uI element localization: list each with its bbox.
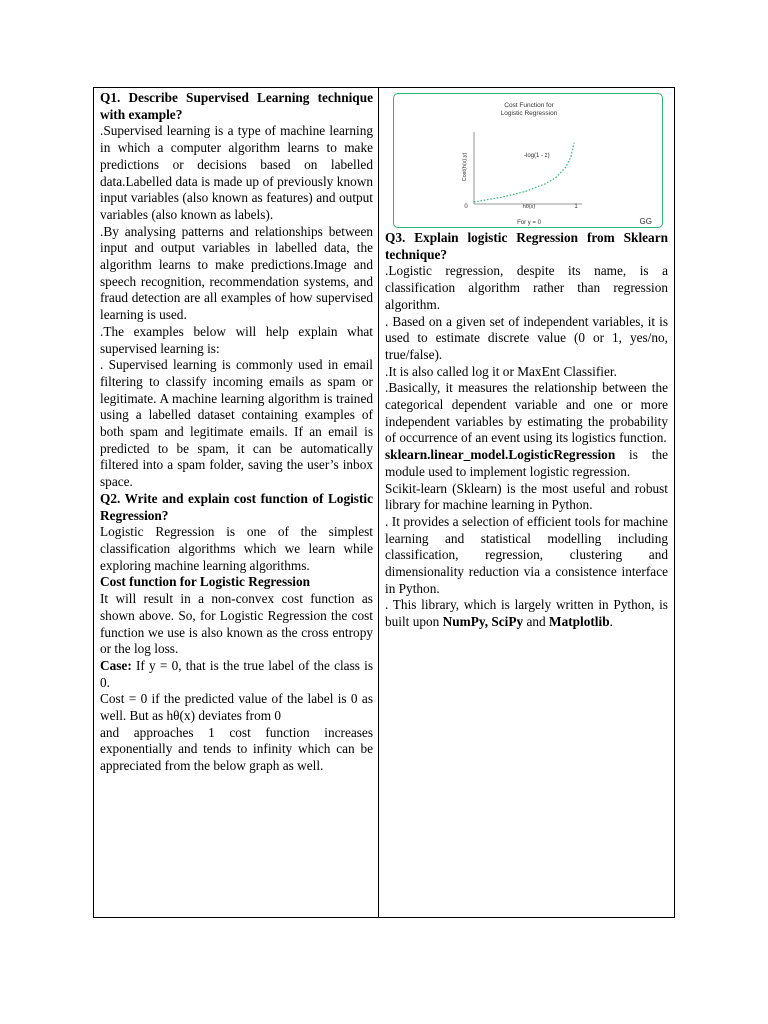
right-column [379, 88, 674, 917]
q3-paragraph-1: .Logistic regression, despite its name, is a classification algorithm rather than regression algorithm. [385, 263, 668, 312]
q1-paragraph-1: .Supervised learning is a type of machine learning in which a computer algorithm learns to make predictions or decisions based on labelled data.Labelled data is made up of previously known input variables (also known as features) and output variables (also known as labels). [100, 123, 373, 222]
chart-svg [394, 94, 664, 229]
p8-bold-1: NumPy, SciPy [442, 614, 524, 630]
q3-paragraph-8 [385, 597, 668, 630]
q3-paragraph-4: .Basically, it measures the relationship between the categorical dependent variable and one or more independent variables by estimating the probability of occurrence of an event using its logistics function. [385, 380, 668, 446]
chart-subtitle: For y = 0 [517, 220, 541, 226]
p8-text: . This library, which is largely written in Python, is built upon [385, 597, 668, 630]
cost-curve [474, 143, 575, 203]
left-column [94, 88, 379, 917]
q3-paragraph-5 [385, 447, 668, 480]
q3-paragraph-6: Scikit-learn (Sklearn) is the most useful and robust library for machine learning in Python. [385, 480, 668, 513]
case-text: If y = 0, that is the true label of the class is 0. [100, 657, 373, 690]
p8-end: . [609, 614, 613, 630]
curve-point [545, 183, 546, 184]
cost-curve-line [474, 143, 574, 202]
q3-paragraph-3: .It is also called log it or MaxEnt Classifier. [385, 363, 617, 379]
p8-bold-2: Matplotlib [549, 614, 610, 630]
case-label: Case: [100, 657, 132, 673]
q1-paragraph-3: .The examples below will help explain what supervised learning is: [100, 323, 373, 356]
q1-paragraph-2: .By analysing patterns and relationships between input and output variables in labelled data, the algorithm learns to make predictions.Image and speech recognition, recommendation systems, and fraud detection are all examples of how supervised learning is used. [100, 223, 373, 323]
q3-title: Q3. Explain logistic Regression from Sklearn technique? [385, 230, 668, 262]
chart-ylabel: Cost(h(x),y) [462, 152, 468, 182]
q2-paragraph-3: Cost = 0 if the predicted value of the label is 0 as well. But as hθ(x) deviates from 0 [100, 691, 373, 724]
curve-point [504, 196, 505, 197]
module-text: is the module used to implement logistic regression. [385, 447, 668, 479]
x-tick-0: 0 [464, 204, 468, 210]
cost-function-chart [393, 93, 663, 228]
gfg-logo: GG [639, 217, 652, 226]
chart-title-line2: Logistic Regression [500, 110, 558, 117]
curve-point [574, 143, 575, 144]
q3-paragraph-2: . Based on a given set of independent variables, it is used to estimate discrete value (0 or 1, yes/no, true/false). [385, 313, 668, 362]
q1-paragraph-4: . Supervised learning is commonly used in email filtering to classify incoming emails as spam or legitimate. A machine learning algorithm is trained using a labelled dataset containing examples of both spam and legitimate emails. If an email is predicted to be spam, it can be automatically filtered into a spam folder, saving the user’s inbox space. [100, 357, 373, 490]
curve-point [565, 167, 566, 168]
q1-title: Q1. Describe Supervised Learning technique with example? [100, 90, 373, 122]
q2-paragraph-2: It will result in a non-convex cost function as shown above. So, for Logistic Regression the cost function we use is also known as the cross entropy or the log loss. [100, 591, 373, 657]
curve-point [474, 202, 475, 203]
curve-point [525, 191, 526, 192]
curve-point [571, 156, 572, 157]
x-tick-1: 1 [574, 204, 578, 210]
q2-paragraph-1: Logistic Regression is one of the simplest classification algorithms which we learn while exploring machine learning algorithms. [100, 524, 373, 573]
module-name: sklearn.linear_model.LogisticRegression [385, 447, 616, 463]
q2-paragraph-4: and approaches 1 cost function increases exponentially and tends to infinity which can be appreciated from the below graph as well. [100, 724, 373, 774]
chart-xlabel: hθ(x) [522, 204, 536, 210]
two-column-table [93, 87, 675, 918]
q2-subheading: Cost function for Logistic Regression [100, 574, 311, 590]
p8-and: and [523, 614, 550, 630]
curve-point [555, 177, 556, 178]
chart-title-line1: Cost Function for [504, 102, 554, 109]
curve-label: -log(1 - z) [524, 153, 550, 159]
q2-case-paragraph [100, 658, 373, 691]
q3-paragraph-7: . It provides a selection of efficient tools for machine learning and statistical modelling including classification, regression, clustering and dimensionality reduction via a consistence interface in Python. [385, 513, 668, 596]
q2-title: Q2. Write and explain cost function of Logistic Regression? [100, 490, 373, 523]
